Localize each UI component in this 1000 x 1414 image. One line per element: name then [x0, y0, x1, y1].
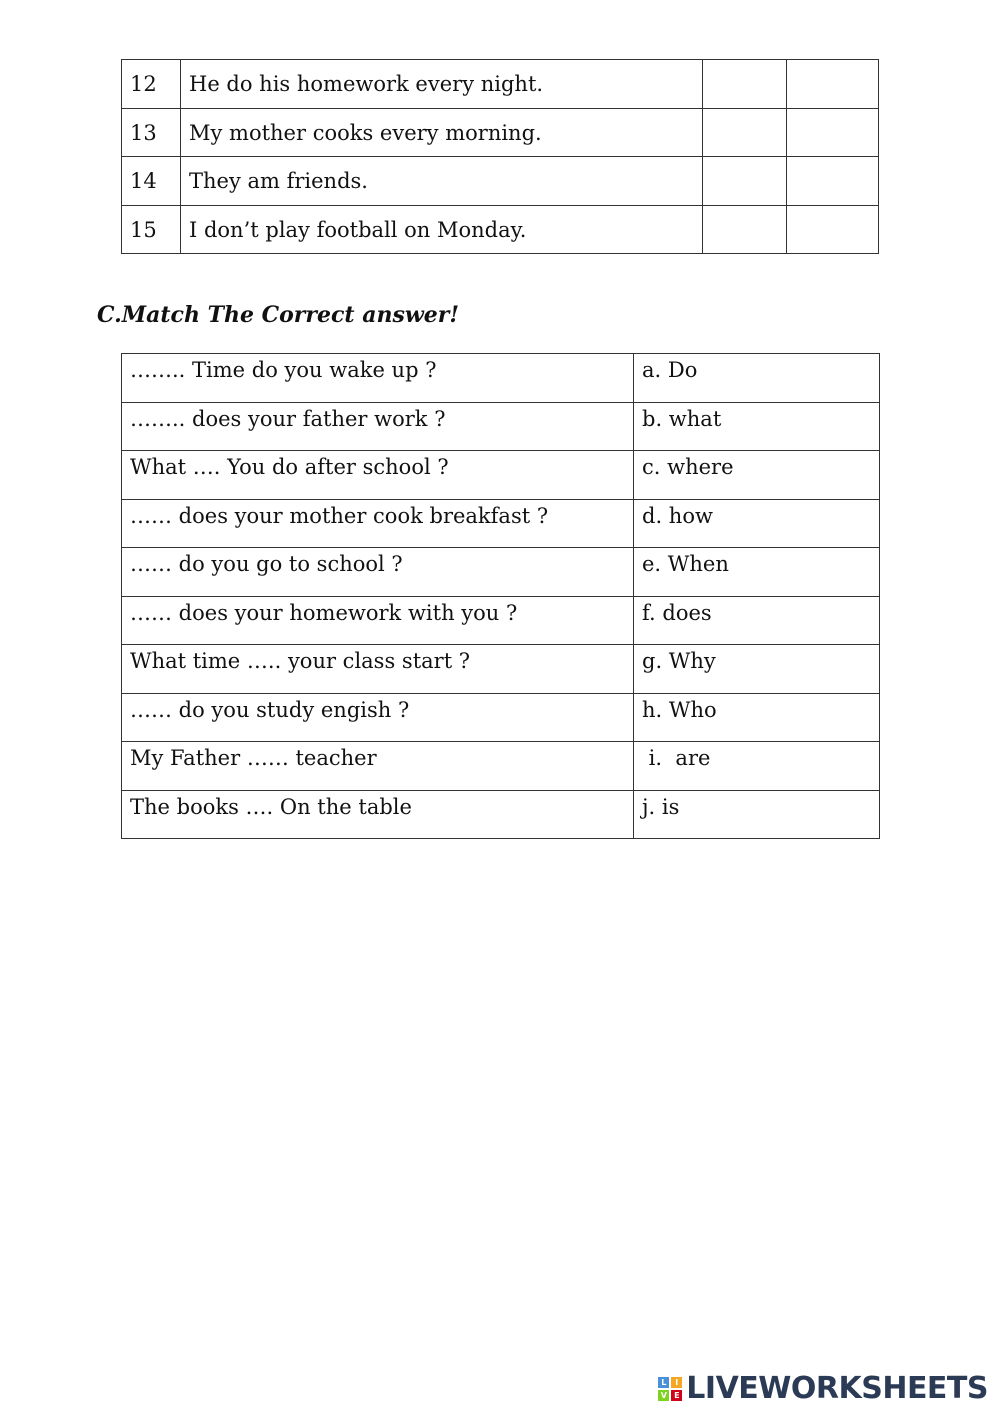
table-row	[122, 205, 879, 254]
answer-box-true[interactable]	[703, 157, 787, 206]
match-answer: h. Who	[634, 693, 880, 742]
answer-box-false[interactable]	[787, 108, 879, 157]
match-question: …….. does your father work ?	[122, 402, 634, 451]
table-row	[122, 790, 880, 839]
row-number: 13	[122, 108, 181, 157]
match-answer: g. Why	[634, 645, 880, 694]
table-row	[122, 499, 880, 548]
match-table	[121, 353, 880, 839]
true-false-table	[121, 59, 879, 254]
match-question: My Father …… teacher	[122, 742, 634, 791]
answer-box-true[interactable]	[703, 205, 787, 254]
row-sentence: My mother cooks every morning.	[181, 108, 703, 157]
logo-text: LIVEWORKSHEETS	[686, 1371, 988, 1406]
row-number: 14	[122, 157, 181, 206]
table-row	[122, 693, 880, 742]
match-answer: d. how	[634, 499, 880, 548]
answer-box-false[interactable]	[787, 205, 879, 254]
match-question: …… do you go to school ?	[122, 548, 634, 597]
match-answer: f. does	[634, 596, 880, 645]
match-answer: j. is	[634, 790, 880, 839]
table-row	[122, 548, 880, 597]
answer-box-true[interactable]	[703, 108, 787, 157]
row-number: 12	[122, 60, 181, 109]
logo-square-icon: I	[671, 1377, 682, 1388]
table-row	[122, 354, 880, 403]
table-row	[122, 645, 880, 694]
match-question: The books …. On the table	[122, 790, 634, 839]
table-row	[122, 451, 880, 500]
match-question: …….. Time do you wake up ?	[122, 354, 634, 403]
match-answer: a. Do	[634, 354, 880, 403]
section-title: C.Match The Correct answer!	[97, 302, 460, 328]
table-row	[122, 60, 879, 109]
logo-square-icon: E	[671, 1390, 682, 1401]
match-question: …… does your mother cook breakfast ?	[122, 499, 634, 548]
answer-box-true[interactable]	[703, 60, 787, 109]
table-row	[122, 596, 880, 645]
row-number: 15	[122, 205, 181, 254]
liveworksheets-logo-icon	[658, 1377, 682, 1401]
match-question: …… do you study engish ?	[122, 693, 634, 742]
table-row	[122, 742, 880, 791]
match-question: …… does your homework with you ?	[122, 596, 634, 645]
row-sentence: They am friends.	[181, 157, 703, 206]
match-question: What …. You do after school ?	[122, 451, 634, 500]
match-answer: e. When	[634, 548, 880, 597]
match-question: What time ….. your class start ?	[122, 645, 634, 694]
answer-box-false[interactable]	[787, 157, 879, 206]
table-row	[122, 157, 879, 206]
row-sentence: I don’t play football on Monday.	[181, 205, 703, 254]
liveworksheets-logo	[658, 1371, 988, 1406]
match-answer: i. are	[634, 742, 880, 791]
match-answer: b. what	[634, 402, 880, 451]
match-answer: c. where	[634, 451, 880, 500]
row-sentence: He do his homework every night.	[181, 60, 703, 109]
table-row	[122, 402, 880, 451]
table-row	[122, 108, 879, 157]
answer-box-false[interactable]	[787, 60, 879, 109]
logo-square-icon: V	[658, 1390, 669, 1401]
logo-square-icon: L	[658, 1377, 669, 1388]
